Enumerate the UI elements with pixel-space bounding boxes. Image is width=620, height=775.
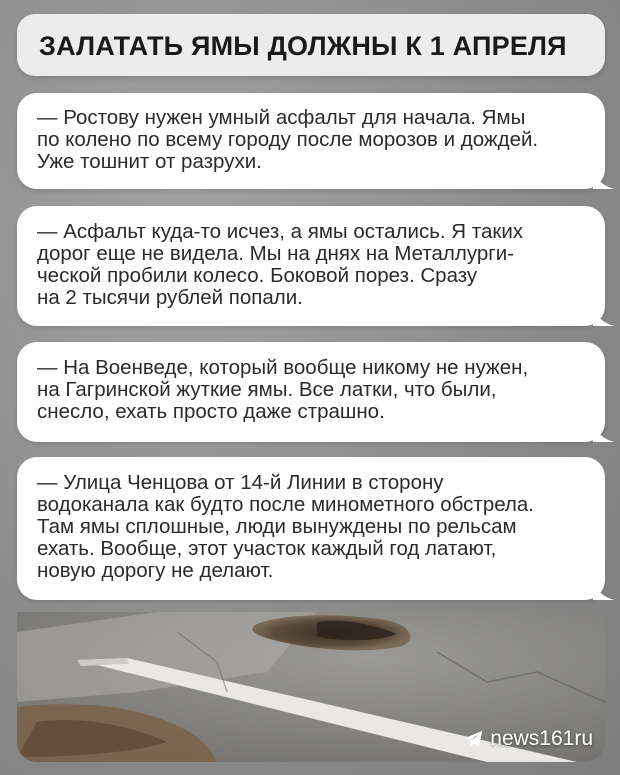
quote-card-3 <box>17 342 605 442</box>
telegram-icon <box>464 730 484 748</box>
quote-text-1 <box>37 107 577 173</box>
quote-text-2 <box>37 221 577 309</box>
quote-text-3 <box>37 357 577 423</box>
quote-line: — Улица Ченцова от 14-й Линии в сторону <box>37 471 444 494</box>
quote-line: Там ямы сплошные, люди вынуждены по рельсам <box>37 515 517 538</box>
quote-line: водоканала как будто после минометного обстрела. <box>37 493 534 516</box>
title-card <box>17 14 605 76</box>
quote-line: — Асфальт куда-то исчез, а ямы остались. Я таких <box>37 220 524 243</box>
bubble-tail-icon <box>593 169 615 189</box>
bubble-tail-icon <box>593 306 615 326</box>
quote-line: по колено по всему городу после морозов и дождей. <box>37 128 539 151</box>
quote-line: новую дорогу не делают. <box>37 559 274 582</box>
quote-line: ческой пробили колесо. Боковой порез. Сразу <box>37 264 478 287</box>
quote-line: — Ростову нужен умный асфальт для начала. Ямы <box>37 106 526 129</box>
quote-text-4 <box>37 472 577 582</box>
quote-line: на Гагринской жуткие ямы. Все латки, что были, <box>37 378 497 401</box>
watermark <box>464 727 593 751</box>
quote-line: Уже тошнит от разрухи. <box>37 150 262 173</box>
quote-line: ехать. Вообще, этот участок каждый год латают, <box>37 537 497 560</box>
quote-line: — На Военведе, который вообще никому не нужен, <box>37 356 529 379</box>
watermark-text: news161ru <box>490 727 593 750</box>
quote-card-2 <box>17 206 605 326</box>
quote-line: дорог еще не видела. Мы на днях на Металлурги- <box>37 242 515 265</box>
page-title: ЗАЛАТАТЬ ЯМЫ ДОЛЖНЫ К 1 АПРЕЛЯ <box>39 31 567 61</box>
bubble-tail-icon <box>593 580 615 600</box>
bubble-tail-icon <box>593 422 615 442</box>
quote-card-4 <box>17 457 605 600</box>
quote-card-1 <box>17 93 605 189</box>
quote-line: снесло, ехать просто даже страшно. <box>37 400 385 423</box>
quote-line: на 2 тысячи рублей попали. <box>37 286 303 309</box>
